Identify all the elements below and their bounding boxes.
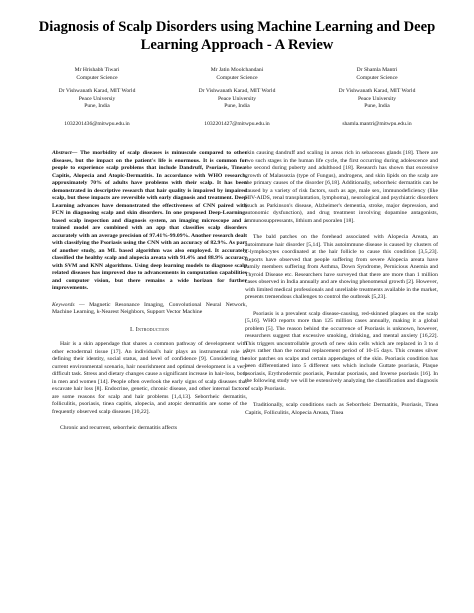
author-affiliation: Dr Vishwanath Karad, MIT World (338, 88, 416, 95)
author-affiliation: Dr Vishwanath Karad, MIT World (198, 88, 276, 95)
keywords (52, 302, 247, 317)
author-dept: Computer Science (76, 74, 118, 81)
author-email: 1032201436@mitwpu.edu.in (64, 120, 130, 127)
author-name: Mr Jatin Moolchandani (210, 67, 264, 73)
author-name: Mr Hrishabh Tiwari (74, 67, 120, 73)
keywords-label: Keywords (52, 301, 75, 308)
paper-title: Diagnosis of Scalp Disorders using Machine Learning and Deep Learning Approach - A Review (38, 19, 436, 53)
author-location: Pune, India (364, 103, 390, 110)
author-block-2 (162, 67, 312, 129)
section-title: Introduction (135, 325, 170, 333)
author-location: Pune, India (224, 103, 250, 110)
author-affiliation-2: Peace University (217, 95, 257, 102)
abstract-text: The morbidity of scalp diseases is minuscule compared to other diseases, but the impact on the patient's life is enormous. It is common for people to experience scalp problems that include Dandruff, Psoriasis, Tinea-Capitis, Alopecia and Atopic-Dermatitis. In accordance with WHO research, approximately 70% of adults have problems with their scalp. It has been demonstrated in descriptive research that hair quality is impaired by impaired scalp, but these impacts are reversible with early diagnosis and treatment. Deep Learning advances have demonstrated the effectiveness of CNN paired with FCN in diagnosing scalp and skin disorders. In one proposed Deep-Learning-based scalp inspection and diagnosis system, an imaging microscope and a trained model are combined with an app that classifies scalp disorders accurately with an average precision of 97.41%-99.09%. Another research dealt with classifying the Psoriasis using the CNN with an accuracy of 82.9%. As part of another study, an ML based algorithm was also employed. It accurately classified the healthy scalp and alopecia areata with 91.4% and 88.9% accuracy with SVM and KNN algorithms. Using deep learning models to diagnose scalp related diseases has improved due to advancements in computation capabilities and computer vision, but there remains a wide horizon for further improvements. (52, 150, 247, 291)
section-number: I. (129, 325, 134, 333)
body-paragraph-2: The bald patches on the forehead associated with Alopecia Areata, an autoimmune hair disorder [5,14]. This autoimmune disease is caused by clusters of T-lymphocytes coordinated at the hair follicle to cause this condition [3,5,23]. Reports have observed that people suffering from severe Alopecia areata have family members suffering from Asthma, Down Syndrome, Pernicious Anemia and Thyroid Disease etc. Researchers have surveyed that there are more than 1 million cases observed in India annually and are showing phenomenal growth [2]. However, with limited medical professionals and unreliable treatments available in the market, presents tremendous challenges to control the outbreak [5,23]. (245, 234, 438, 300)
intro-paragraph-1: Hair is a skin appendage that shares a common pathway of development with other ectodermal tissue [17]. An individual's hair plays an instrumental role in defining their identity, social status, and level of confidence [9]. Considering the current environmental scenario, hair nourishment and optimal development is a very difficult task. Stress and dietary changes cause a significant increase in hair-loss, both in men and women [14]. People often overlook the early signs of scalp diseases that excavate hair loss [8]. Endocrine, genetic, chronic disease, and other internal factors are some reasons for scalp and hair problems [1,4,13]. Seborrheic dermatitis, folliculitis, psoriasis, tinea capitis, alopecia, and atopic dermatitis are some of the frequently observed scalp diseases [10,22]. (52, 341, 247, 415)
intro-paragraph-2: Chronic and recurrent, seborrheic dermatitis affects (60, 425, 178, 431)
author-name: Dr Shamla Mantri (356, 67, 398, 73)
author-location: Pune, India (84, 103, 110, 110)
right-column (245, 150, 438, 426)
author-block-1 (22, 67, 172, 129)
left-column (52, 150, 247, 442)
section-heading-introduction (52, 326, 247, 334)
body-paragraph-4: Traditionally, scalp conditions such as Seborrheic Dermatitis, Psoriasis, Tinea Capitis, Folliculitis, Alopecia Areata, Tinea (245, 402, 438, 416)
author-email: 1032201427@mitwpu.edu.in (204, 120, 270, 127)
body-paragraph-1: skin causing dandruff and scaling in areas rich in sebaceous glands [18]. There are two such stages in the human life cycle, the first occurring during adolescence and the second during puberty and adulthood [18]. Research has shown that excessive growth of Malassezia (type of Fungus), androgens, and skin lipids on the scalp are the primary causes of the disorder [6,18]. Additionally, seborrheic dermatitis can be caused by a variety of risk factors, such as age, male sex, immunodeficiency (like HIV-AIDS, renal transplantation, lymphoma), neurological and psychiatric disorders (such as Parkinson's disease, Alzheimer's dementia, stroke, major depression, and autonomic dysfunction), and drug treatment involving dopamine antagonists, immunosuppressants, lithium and psoralen [18]. (245, 150, 438, 224)
abstract-label: Abstract— (52, 150, 78, 156)
keywords-text: — Magnetic Resonance Imaging, Convolutional Neural Network, Machine Learning, k-Nearest Neighbors, Support Vector Machine (52, 301, 247, 315)
author-affiliation-2: Peace Universiy (78, 95, 116, 102)
author-dept: Computer Science (356, 74, 398, 81)
abstract (52, 150, 247, 293)
author-block-3 (302, 67, 452, 129)
author-email: shamla.mantri@mitwpu.edu.in (342, 120, 412, 127)
author-affiliation-2: Peace University (357, 95, 397, 102)
author-dept: Computer Science (216, 74, 258, 81)
body-paragraph-3: Psoriasis is a prevalent scalp disease-causing, red-skinned plaques on the scalp [5,16]. WHO reports more than 125 million cases annually, making it a global problem [5]. The reason behind the occurrence of Psoriasis is unknown, however, researchers suggest that excessive smoking, drinking, and mental anxiety [16,22]. This triggers uncontrollable growth of new skin cells which are replaced in 3 to 4 days rather than the normal replacement period of 10-15 days. This creates silver color patches on scalps and certain appendages of the skin. Psoriasis condition has been differentiated into 5 different sets which include Guttate psoriasis, Plaque psoriasis, Erythrodermic psoriasis, Pustular psoriasis, and Inverse psoriasis [16]. In the following study we will be extensively analyzing the classification and diagnosis of scalp Psoriasis. (245, 310, 438, 392)
author-affiliation: Dr Vishwanath Karad, MIT World (58, 88, 136, 95)
